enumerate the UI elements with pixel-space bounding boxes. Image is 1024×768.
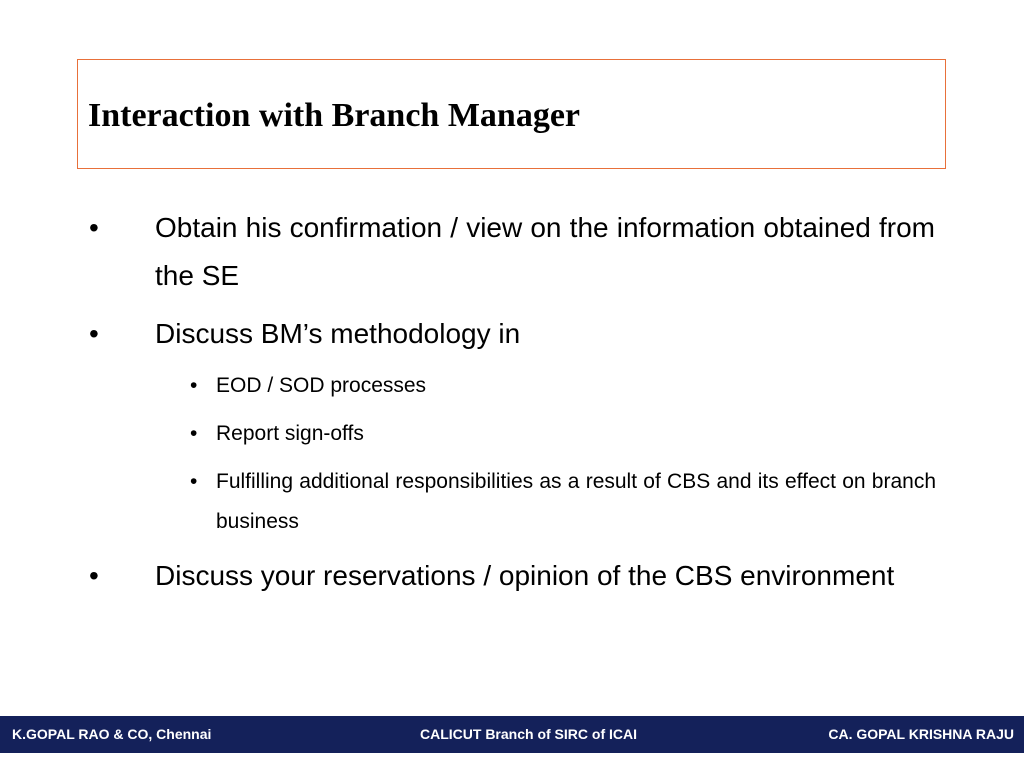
sub-bullet-marker: • <box>190 470 198 493</box>
sub-bullet-marker: • <box>190 374 198 397</box>
footer-right-text: CA. GOPAL KRISHNA RAJU <box>828 726 1014 742</box>
footer-bar <box>0 716 1024 753</box>
sub-bullet-marker: • <box>190 422 198 445</box>
bullet-marker: • <box>89 560 99 591</box>
footer-left-text: K.GOPAL RAO & CO, Chennai <box>12 726 212 742</box>
sub-bullet-text: Fulfilling additional responsibilities as a result of CBS and its effect on branch business <box>216 470 936 533</box>
footer-center-text: CALICUT Branch of SIRC of ICAI <box>420 726 637 742</box>
bullet-marker: • <box>89 318 99 349</box>
sub-bullet-text: EOD / SOD processes <box>216 374 427 397</box>
bullet-text: Discuss BM’s methodology in <box>155 318 521 349</box>
title-box <box>77 59 946 169</box>
sub-bullet-text: Report sign-offs <box>216 422 364 445</box>
bullet-marker: • <box>89 212 99 243</box>
slide-title: Interaction with Branch Manager <box>88 97 581 134</box>
bullet-text: Discuss your reservations / opinion of the CBS environment <box>155 560 895 591</box>
bullet-text: Obtain his confirmation / view on the information obtained from the SE <box>155 212 935 291</box>
